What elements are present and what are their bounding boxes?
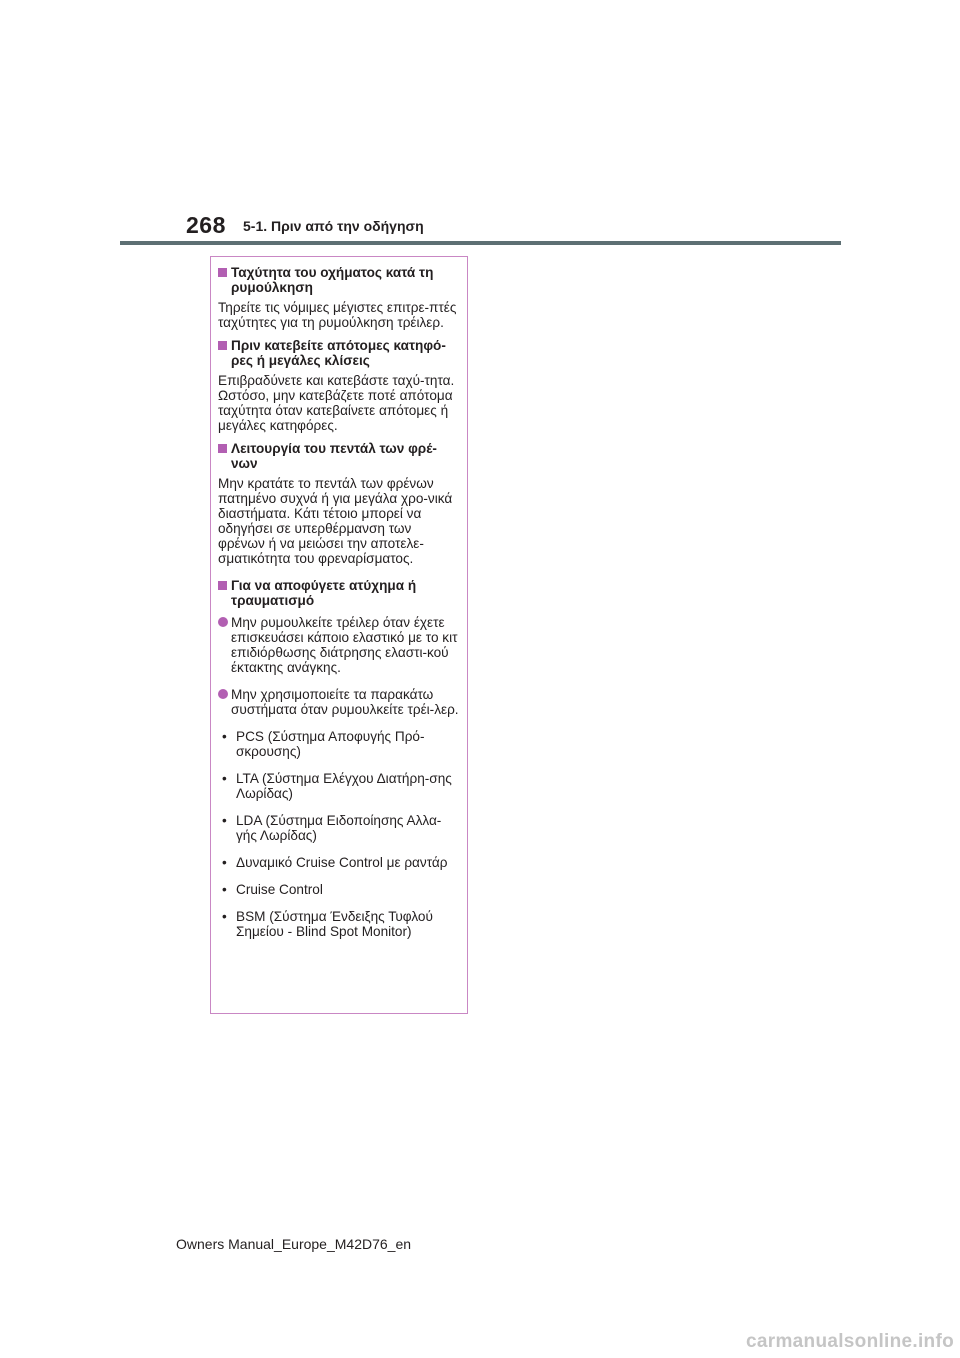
- bullet-mark: •: [222, 855, 227, 870]
- section-title: 5-1. Πριν από την οδήγηση: [243, 218, 424, 234]
- square-bullet-icon: [218, 444, 227, 453]
- square-bullet-icon: [218, 581, 227, 590]
- list-item-text: LTA (Σύστημα Ελέγχου Διατήρη-σης Λωρίδας): [236, 771, 452, 801]
- section-heading: [218, 265, 460, 295]
- header-divider: [120, 241, 841, 245]
- circle-bullet-icon: [218, 689, 228, 699]
- section-body: Μην κρατάτε το πεντάλ των φρένων πατημένο συχνά ή για μεγάλα χρο-νικά διαστήματα. Κάτι τέτοιο μπορεί να οδηγήσει σε υπερθέρμανση των φρένων ή να μειώσει την αποτελε-σματικότητα του φρεναρίσματος.: [218, 476, 453, 566]
- list-item-text: Cruise Control: [236, 882, 323, 897]
- square-bullet-icon: [218, 341, 227, 350]
- list-item-text: BSM (Σύστημα Ένδειξης Τυφλού Σημείου - Blind Spot Monitor): [236, 909, 433, 939]
- square-bullet-icon: [218, 268, 227, 277]
- section-heading: [218, 338, 460, 368]
- list-item-text: Δυναμικό Cruise Control με ραντάρ: [236, 855, 448, 870]
- section-heading: [218, 578, 460, 608]
- list-item: [218, 855, 460, 870]
- section-heading-text: Πριν κατεβείτε απότομες κατηφό-ρες ή μεγάλες κλίσεις: [231, 338, 446, 368]
- footer-manual-id: Owners Manual_Europe_M42D76_en: [176, 1236, 412, 1252]
- bullet-mark: •: [222, 909, 227, 924]
- list-item: [218, 615, 460, 675]
- bullet-mark: •: [222, 813, 227, 828]
- list-item-text: Μην ρυμουλκείτε τρέιλερ όταν έχετε επισκευάσει κάποιο ελαστικό με το κιτ επιδιόρθωσης διάτρησης ελαστι-κού έκτακτης ανάγκης.: [231, 615, 458, 675]
- list-item: [218, 882, 460, 897]
- caution-box: [210, 256, 468, 1014]
- bullet-mark: •: [222, 771, 227, 786]
- list-item-text: PCS (Σύστημα Αποφυγής Πρό-σκρουσης): [236, 729, 425, 759]
- list-item: [218, 729, 460, 759]
- section-heading-text: Για να αποφύγετε ατύχημα ή τραυματισμό: [231, 578, 417, 608]
- bullet-mark: •: [222, 729, 227, 744]
- section-body: Τηρείτε τις νόμιμες μέγιστες επιτρε-πτές ταχύτητες για τη ρυμούλκηση τρέιλερ.: [218, 300, 457, 330]
- list-item: [218, 909, 460, 939]
- section-heading: [218, 441, 460, 471]
- list-item-text: LDA (Σύστημα Ειδοποίησης Αλλα-γής Λωρίδας): [236, 813, 442, 843]
- circle-bullet-icon: [218, 617, 228, 627]
- watermark: carmanualsonline.info: [746, 1331, 954, 1352]
- list-item-text: Μην χρησιμοποιείτε τα παρακάτω συστήματα όταν ρυμουλκείτε τρέι-λερ.: [231, 687, 459, 717]
- page-number: 268: [186, 212, 226, 238]
- section-heading-text: Ταχύτητα του οχήματος κατά τη ρυμούλκηση: [231, 265, 434, 295]
- section-heading-text: Λειτουργία του πεντάλ των φρέ-νων: [231, 441, 437, 471]
- list-item: [218, 687, 460, 717]
- section-body: Επιβραδύνετε και κατεβάστε ταχύ-τητα. Ωστόσο, μην κατεβάζετε ποτέ απότομα ταχύτητα όταν κατεβαίνετε απότομες ή μεγάλες κατηφόρες.: [218, 373, 455, 433]
- list-item: [218, 813, 460, 843]
- bullet-mark: •: [222, 882, 227, 897]
- list-item: [218, 771, 460, 801]
